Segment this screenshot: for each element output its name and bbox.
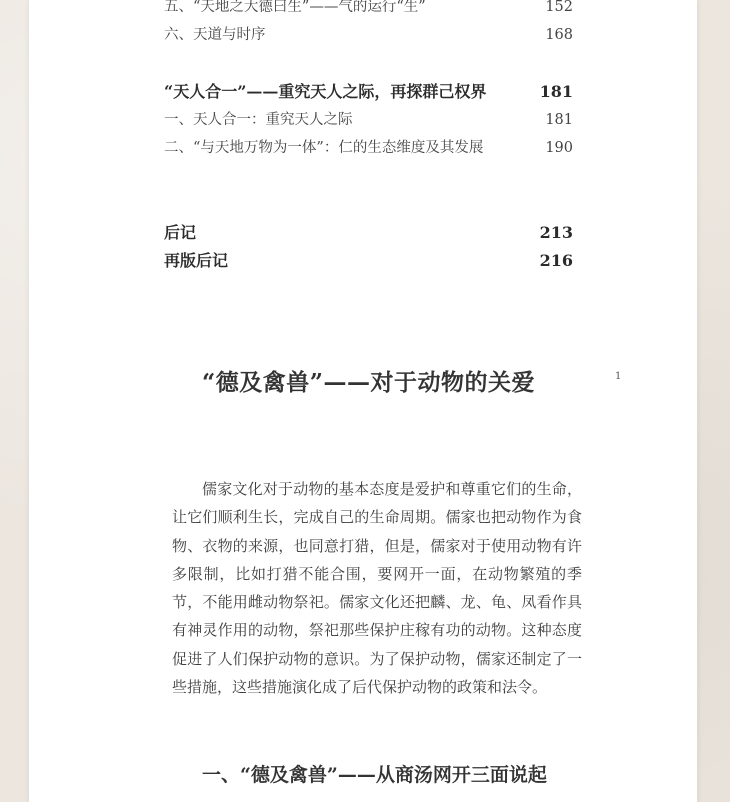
toc-back-page: 213 bbox=[539, 223, 573, 242]
toc-back-row bbox=[164, 220, 573, 243]
toc-page-number: 190 bbox=[545, 140, 573, 156]
toc-page-number: 152 bbox=[545, 0, 573, 15]
toc-row bbox=[164, 23, 573, 44]
toc-chapter-row bbox=[164, 79, 573, 102]
toc-page-number: 168 bbox=[545, 27, 573, 43]
toc-back-label: 再版后记 bbox=[164, 251, 229, 270]
toc-back-row bbox=[164, 248, 573, 271]
section-title: 一、“德及禽兽”——从商汤网开三面说起 bbox=[202, 764, 547, 786]
chapter-note-marker: 1 bbox=[615, 371, 622, 382]
toc-item-label: 一、天人合一：重究天人之际 bbox=[164, 112, 353, 128]
toc-chapter-label: “天人合一”——重究天人之际，再探群己权界 bbox=[164, 82, 487, 101]
toc-item-label: 二、“与天地万物为一体”：仁的生态维度及其发展 bbox=[164, 140, 484, 156]
toc-row bbox=[164, 108, 573, 129]
toc-item-label: 五、“天地之大德曰生”——气的运行“生” bbox=[164, 0, 426, 15]
chapter-title: “德及禽兽”——对于动物的关爱 bbox=[202, 369, 535, 396]
toc-chapter-page: 181 bbox=[539, 82, 573, 101]
body-paragraph: 儒家文化对于动物的基本态度是爱护和尊重它们的生命，让它们顺利生长，完成自己的生命周期。儒家也把动物作为食物、衣物的来源，也同意打猎，但是，儒家对于使用动物有许多限制，比如打猎不能合围，要网开一面，在动物繁殖的季节，不能用雌动物祭祀。儒家文化还把麟、龙、龟、凤看作具有神灵作用的动物，祭祀那些保护庄稼有功的动物。这种态度促进了人们保护动物的意识。为了保护动物，儒家还制定了一些措施，这些措施演化成了后代保护动物的政策和法令。 bbox=[172, 480, 582, 697]
toc-row bbox=[164, 0, 573, 16]
book-page bbox=[29, 0, 697, 802]
toc-row bbox=[164, 136, 573, 157]
toc-back-page: 216 bbox=[539, 251, 573, 270]
toc-page-number: 181 bbox=[545, 112, 573, 128]
toc-item-label: 六、天道与时序 bbox=[164, 27, 266, 43]
toc-back-label: 后记 bbox=[164, 223, 197, 242]
